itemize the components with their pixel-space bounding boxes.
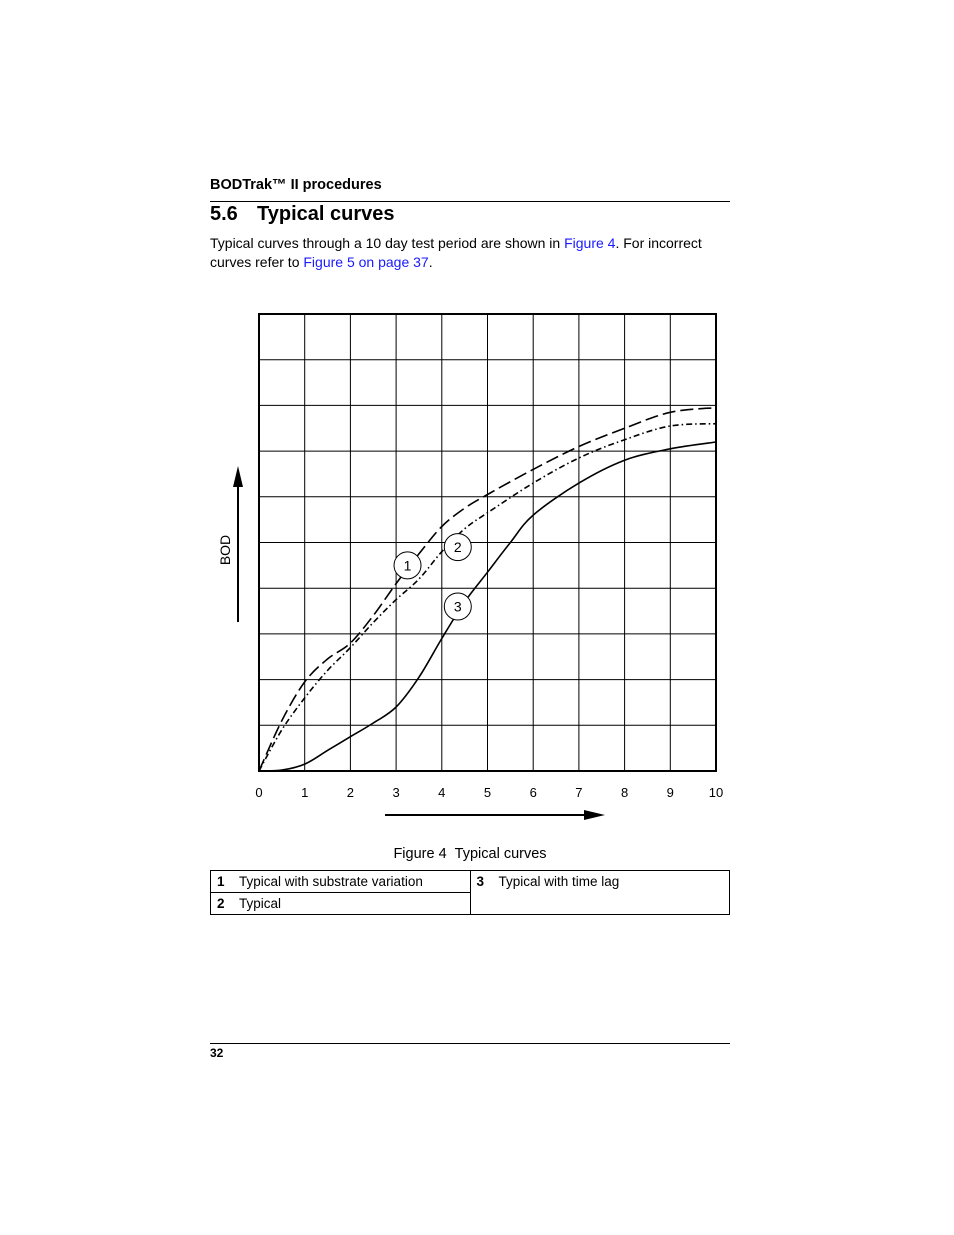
- x-tick-label: 9: [666, 785, 674, 800]
- legend-row: [211, 871, 730, 893]
- x-tick-label: 0: [255, 785, 263, 800]
- page-number: 32: [210, 1046, 224, 1060]
- x-tick-label: 8: [620, 785, 629, 800]
- intro-text-1: Typical curves through a 10 day test period are shown in: [210, 235, 565, 251]
- x-tick-label: 10: [708, 785, 724, 800]
- legend-label: Typical: [239, 896, 282, 911]
- running-header: BODTrak™ II procedures: [210, 177, 382, 193]
- callout-label-1: 1: [403, 557, 412, 574]
- x-tick-label: 5: [483, 785, 492, 800]
- typical-curves-chart: [200, 300, 740, 840]
- x-tick-label: 7: [575, 785, 583, 800]
- y-axis-arrow: [233, 466, 243, 622]
- header-rule: [210, 201, 730, 202]
- callout-label-2: 2: [453, 539, 462, 556]
- x-axis-arrow: [385, 810, 605, 820]
- intro-paragraph: [210, 234, 730, 272]
- section-heading: [210, 203, 394, 226]
- figure-caption-number: Figure 4: [393, 846, 447, 862]
- legend-table: [210, 870, 730, 915]
- callout-label-3: 3: [453, 598, 462, 615]
- section-title: Typical curves: [257, 203, 395, 225]
- footer-rule: [210, 1043, 730, 1044]
- legend-label: Typical with time lag: [498, 874, 620, 889]
- legend-cell: [470, 871, 730, 915]
- figure-caption: [210, 846, 730, 862]
- chart-callouts: [394, 534, 471, 620]
- legend-cell: [211, 893, 471, 915]
- intro-text-2: . For incorrect curves refer to: [210, 235, 702, 270]
- section-number: 5.6: [210, 203, 238, 225]
- x-tick-label: 4: [438, 785, 446, 800]
- legend-label: Typical with substrate variation: [239, 874, 423, 889]
- figure-4: [200, 300, 740, 840]
- figure-5-link[interactable]: Figure 5 on page 37: [303, 254, 429, 270]
- figure-4-link[interactable]: Figure 4: [564, 235, 616, 251]
- figure-caption-title: Typical curves: [454, 846, 547, 862]
- x-tick-label: 2: [346, 785, 355, 800]
- y-axis-label: BOD: [217, 534, 233, 566]
- x-tick-label: 6: [529, 785, 537, 800]
- x-tick-label: 1: [301, 785, 309, 800]
- x-tick-labels: [255, 785, 723, 800]
- legend-number: 1: [217, 874, 225, 889]
- legend-number: 2: [217, 896, 225, 911]
- chart-grid: [259, 314, 716, 771]
- legend-number: 3: [476, 874, 485, 889]
- x-tick-label: 3: [392, 785, 400, 800]
- legend-cell: [211, 871, 471, 893]
- intro-text-3: .: [428, 254, 433, 270]
